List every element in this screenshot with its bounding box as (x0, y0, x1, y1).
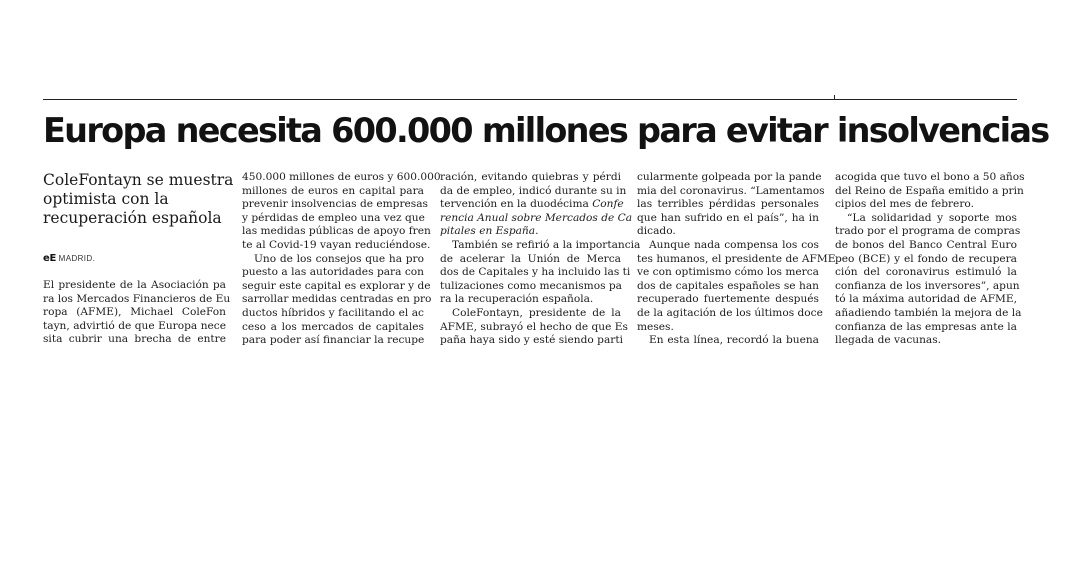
rule-tick-mark (834, 95, 835, 100)
text-line-roman: Aunque nada compensa los cos (649, 238, 819, 251)
text-line-roman: las medidas públicas de apoyo fren (242, 225, 431, 238)
text-line-roman: dicado. (637, 225, 676, 238)
text-line (242, 171, 441, 185)
text-line-roman: ración, evitando quiebras y pérdi (440, 171, 621, 183)
dateline-place: MADRID. (58, 254, 96, 263)
text-line (242, 293, 432, 307)
text-line (440, 253, 621, 267)
text-line (835, 171, 1025, 185)
dateline (43, 253, 95, 264)
text-line (440, 280, 621, 294)
text-line (835, 184, 1024, 199)
text-line (835, 321, 1017, 335)
text-line (835, 293, 1017, 307)
text-line (242, 185, 424, 199)
text-line-roman: que han sufrido en el país”, ha in (637, 211, 819, 224)
text-line-roman: llegada de vacunas. (835, 334, 942, 347)
text-line (242, 266, 424, 280)
text-line (242, 253, 424, 267)
text-line-roman: tó la máxima autoridad de AFME, (835, 293, 1017, 306)
text-line (637, 306, 823, 321)
text-line-roman: del Reino de España emitido a prin (835, 184, 1024, 197)
text-line (835, 198, 1017, 212)
text-line (242, 307, 424, 321)
text-line-roman: da de empleo, indicó durante su in (440, 184, 627, 197)
text-line-roman: ción del coronavirus estimuló la (835, 266, 1017, 279)
text-line (242, 321, 424, 335)
text-line (637, 198, 819, 212)
text-line-roman: sarrollar medidas centradas en pro (242, 293, 432, 306)
text-line-roman: trado por el programa de compras (835, 225, 1021, 238)
text-line (440, 198, 624, 212)
text-line-roman: seguir este capital es explorar y de (242, 279, 431, 292)
text-line-roman: 450.000 millones de euros y 600.000 (242, 171, 441, 183)
text-line (242, 212, 424, 226)
text-line-roman: ra la recuperación española. (440, 293, 594, 306)
text-line-italic: Confe (592, 198, 624, 211)
text-line-roman: ColeFontayn, presidente de la (452, 306, 621, 319)
text-line-roman: ra los Mercados Financieros de Eu (43, 292, 231, 305)
text-line (440, 307, 621, 321)
text-line-roman: añadiendo también la mejora de la (835, 306, 1022, 319)
article-column-3 (440, 171, 641, 348)
publication-logo: eE (43, 253, 57, 264)
text-line-tail: . (535, 225, 539, 238)
text-line (440, 211, 633, 226)
text-line (43, 320, 226, 334)
text-line-roman: de la agitación de los últimos doce (637, 306, 823, 319)
text-line-roman: Uno de los consejos que ha pro (254, 252, 424, 265)
text-line (43, 333, 226, 347)
text-line-roman: de acelerar la Unión de Merca (440, 252, 621, 265)
text-line (835, 225, 1021, 239)
text-line (835, 239, 1017, 253)
text-line-roman: cularmente golpeada por la pande (637, 171, 822, 183)
text-line-roman: para poder así financiar la recupe (242, 334, 425, 347)
text-line-roman: AFME, subrayó el hecho de que Es (440, 320, 628, 333)
text-line (43, 306, 226, 320)
text-line-roman: ropa (AFME), Michael ColeFon (43, 306, 226, 319)
text-line-roman: mia del coronavirus. “Lamentamos (637, 184, 825, 197)
text-line-roman: puesto a las autoridades para con (242, 266, 424, 279)
text-line-roman: También se refirió a la importancia (452, 238, 641, 251)
text-line (440, 171, 621, 185)
headline: Europa necesita 600.000 millones para evitar insolvencias (43, 111, 1049, 150)
text-line (637, 239, 819, 253)
text-line (637, 184, 825, 199)
text-line (440, 225, 621, 239)
text-line (637, 252, 836, 267)
text-line (835, 253, 1017, 267)
article-column-4 (637, 171, 836, 348)
text-line (440, 266, 631, 280)
text-line-roman: cipios del mes de febrero. (835, 198, 974, 211)
text-line-roman: tes humanos, el presidente de AFME (637, 252, 836, 265)
text-line-roman: tayn, advirtió de que Europa nece (43, 319, 226, 332)
text-line (242, 225, 431, 239)
text-line-roman: El presidente de la Asociación pa (43, 279, 226, 291)
text-line-roman: ve con optimismo cómo los merca (637, 266, 819, 279)
text-line (637, 321, 819, 335)
text-line-roman: dos de capitales españoles se han (637, 279, 819, 292)
text-line-roman: acogida que tuvo el bono a 50 años (835, 171, 1025, 183)
text-line-roman: recuperado fuertemente después (637, 293, 819, 306)
text-line (637, 266, 819, 280)
text-line-roman: tervención en la duodécima (440, 198, 589, 211)
text-line-roman: te al Covid-19 vayan reduciéndose. (242, 238, 431, 251)
text-line-roman: confianza de los inversores”, apun (835, 279, 1020, 292)
text-line-roman: las terribles pérdidas personales (637, 198, 819, 211)
text-line (440, 320, 628, 335)
text-line (440, 334, 621, 348)
text-line-roman: y pérdidas de empleo una vez que (242, 211, 425, 224)
text-line (43, 279, 226, 293)
text-line-roman: confianza de las empresas ante la (835, 320, 1017, 333)
top-rule (43, 99, 1017, 100)
text-line (43, 292, 231, 307)
text-line (835, 334, 1017, 348)
text-line-roman: ceso a los mercados de capitales (242, 320, 424, 333)
article-column-5 (835, 171, 1025, 348)
text-line-roman: “La solidaridad y soporte mos (847, 211, 1017, 224)
article-column-1 (43, 279, 231, 347)
text-line-roman: de bonos del Banco Central Euro (835, 238, 1017, 251)
text-line (835, 266, 1017, 280)
text-line-roman: tulizaciones como mecanismos pa (440, 279, 622, 292)
text-line (835, 279, 1020, 294)
text-line-roman: ductos híbridos y facilitando el ac (242, 306, 424, 319)
text-line (242, 334, 424, 348)
text-line-roman: En esta línea, recordó la buena (649, 334, 819, 347)
text-line-roman: paña haya sido y esté siendo parti (440, 334, 623, 347)
text-line (835, 212, 1017, 226)
text-line-roman: meses. (637, 320, 674, 333)
text-line (242, 279, 431, 294)
text-line (637, 280, 819, 294)
text-line (637, 293, 819, 307)
text-line-roman: peo (BCE) y el fondo de recupera (835, 252, 1017, 265)
text-line (637, 171, 822, 185)
text-line (440, 238, 641, 253)
text-line-roman: sita cubrir una brecha de entre (43, 333, 226, 346)
text-line (440, 184, 627, 199)
text-line (637, 212, 819, 226)
text-line (637, 334, 819, 348)
subhead: ColeFontayn se muestra optimista con la recuperación española (43, 171, 234, 227)
text-line-roman: dos de Capitales y ha incluido las ti (440, 266, 631, 279)
article-column-2 (242, 171, 441, 348)
text-line (242, 198, 428, 212)
text-line (440, 293, 621, 307)
text-line (242, 238, 431, 253)
text-line-italic: pitales en España (440, 225, 536, 238)
text-line (637, 225, 819, 239)
text-line (835, 306, 1022, 321)
text-line-italic: rencia Anual sobre Mercados de Ca (440, 211, 633, 224)
text-line-roman: millones de euros en capital para (242, 184, 424, 197)
text-line-roman: prevenir insolvencias de empresas (242, 198, 428, 211)
